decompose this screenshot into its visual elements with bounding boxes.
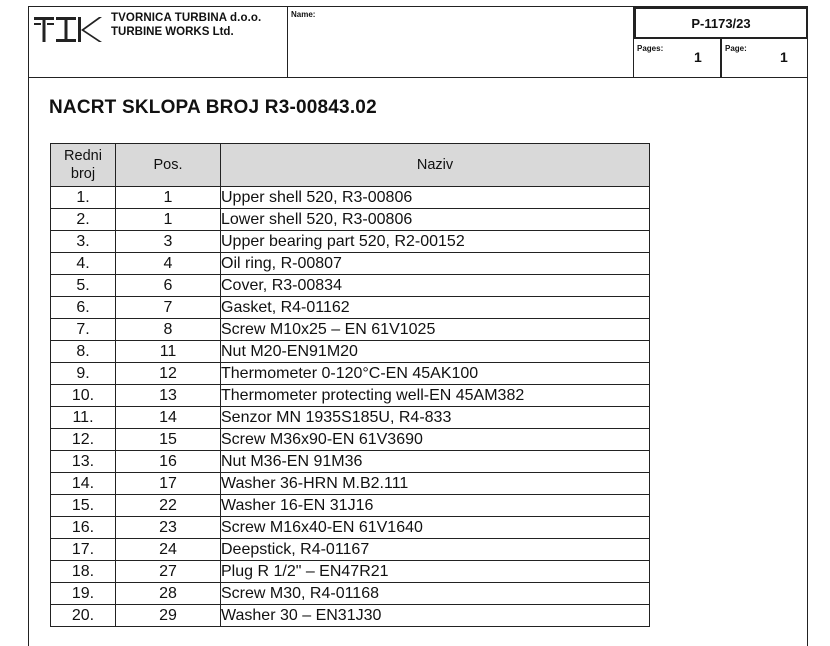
cell-redni: 2.: [51, 209, 116, 231]
pages-label: Pages:: [637, 44, 664, 53]
cell-pos: 1: [116, 187, 221, 209]
name-cell: [287, 7, 634, 77]
table-row: [51, 341, 650, 363]
company-cell: [29, 7, 287, 77]
table-row: [51, 253, 650, 275]
cell-naziv: Upper shell 520, R3-00806: [221, 187, 650, 209]
cell-naziv: Nut M20-EN91M20: [221, 341, 650, 363]
table-row: [51, 495, 650, 517]
cell-naziv: Lower shell 520, R3-00806: [221, 209, 650, 231]
cell-naziv: Senzor MN 1935S185U, R4-833: [221, 407, 650, 429]
table-row: [51, 517, 650, 539]
document-header: [29, 7, 807, 78]
page-divider: [720, 39, 722, 77]
cell-redni: 17.: [51, 539, 116, 561]
cell-redni: 12.: [51, 429, 116, 451]
table-row: [51, 231, 650, 253]
name-label: Name:: [291, 10, 316, 19]
cell-naziv: Thermometer 0-120°C-EN 45AK100: [221, 363, 650, 385]
doc-number: P-1173/23: [691, 16, 751, 31]
cell-naziv: Screw M36x90-EN 61V3690: [221, 429, 650, 451]
cell-redni: 4.: [51, 253, 116, 275]
doc-number-box: [634, 7, 808, 39]
cell-redni: 20.: [51, 605, 116, 627]
cell-redni: 8.: [51, 341, 116, 363]
cell-pos: 17: [116, 473, 221, 495]
cell-redni: 18.: [51, 561, 116, 583]
cell-redni: 14.: [51, 473, 116, 495]
cell-redni: 6.: [51, 297, 116, 319]
table-row: [51, 319, 650, 341]
cell-naziv: Washer 30 – EN31J30: [221, 605, 650, 627]
cell-pos: 23: [116, 517, 221, 539]
cell-pos: 14: [116, 407, 221, 429]
cell-pos: 22: [116, 495, 221, 517]
cell-pos: 16: [116, 451, 221, 473]
cell-redni: 5.: [51, 275, 116, 297]
table-header-row: [51, 144, 650, 187]
cell-redni: 19.: [51, 583, 116, 605]
cell-naziv: Upper bearing part 520, R2-00152: [221, 231, 650, 253]
table-row: [51, 451, 650, 473]
cell-redni: 16.: [51, 517, 116, 539]
table-row: [51, 407, 650, 429]
cell-redni: 9.: [51, 363, 116, 385]
cell-redni: 3.: [51, 231, 116, 253]
table-row: [51, 297, 650, 319]
table-row: [51, 363, 650, 385]
cell-redni: 10.: [51, 385, 116, 407]
company-name-hr: TVORNICA TURBINA d.o.o.: [111, 12, 262, 24]
cell-redni: 15.: [51, 495, 116, 517]
cell-naziv: Washer 16-EN 31J16: [221, 495, 650, 517]
table-row: [51, 209, 650, 231]
table-row: [51, 385, 650, 407]
cell-naziv: Oil ring, R-00807: [221, 253, 650, 275]
column-header-redni-line2: broj: [70, 166, 96, 182]
cell-naziv: Screw M30, R4-01168: [221, 583, 650, 605]
cell-redni: 7.: [51, 319, 116, 341]
cell-redni: 13.: [51, 451, 116, 473]
cell-redni: 1.: [51, 187, 116, 209]
cell-naziv: Nut M36-EN 91M36: [221, 451, 650, 473]
table-row: [51, 583, 650, 605]
table-row: [51, 187, 650, 209]
cell-naziv: Thermometer protecting well-EN 45AM382: [221, 385, 650, 407]
cell-redni: 11.: [51, 407, 116, 429]
page-label: Page:: [725, 44, 747, 53]
cell-pos: 1: [116, 209, 221, 231]
cell-pos: 12: [116, 363, 221, 385]
table-row: [51, 561, 650, 583]
column-header-redni: [51, 144, 116, 187]
company-logo-icon: [33, 14, 103, 44]
page-value: 1: [780, 49, 788, 65]
cell-pos: 7: [116, 297, 221, 319]
cell-pos: 15: [116, 429, 221, 451]
cell-pos: 29: [116, 605, 221, 627]
cell-naziv: Deepstick, R4-01167: [221, 539, 650, 561]
doc-info-cell: [633, 7, 808, 77]
table-row: [51, 275, 650, 297]
cell-naziv: Cover, R3-00834: [221, 275, 650, 297]
column-header-naziv: Naziv: [221, 144, 650, 187]
cell-pos: 28: [116, 583, 221, 605]
table-row: [51, 429, 650, 451]
cell-naziv: Screw M10x25 – EN 61V1025: [221, 319, 650, 341]
cell-naziv: Screw M16x40-EN 61V1640: [221, 517, 650, 539]
table-row: [51, 539, 650, 561]
page-title: NACRT SKLOPA BROJ R3-00843.02: [49, 97, 377, 118]
cell-pos: 8: [116, 319, 221, 341]
cell-pos: 13: [116, 385, 221, 407]
cell-naziv: Washer 36-HRN M.B2.111: [221, 473, 650, 495]
table-row: [51, 473, 650, 495]
cell-naziv: Gasket, R4-01162: [221, 297, 650, 319]
pages-value: 1: [694, 49, 702, 65]
document-sheet: [28, 6, 808, 646]
parts-table: [50, 143, 650, 627]
cell-pos: 4: [116, 253, 221, 275]
company-name-en: TURBINE WORKS Ltd.: [111, 26, 234, 38]
cell-pos: 6: [116, 275, 221, 297]
cell-pos: 3: [116, 231, 221, 253]
table-row: [51, 605, 650, 627]
cell-pos: 27: [116, 561, 221, 583]
cell-pos: 11: [116, 341, 221, 363]
column-header-redni-line1: Redni: [64, 148, 102, 164]
column-header-pos: Pos.: [116, 144, 221, 187]
cell-naziv: Plug R 1/2" – EN47R21: [221, 561, 650, 583]
cell-pos: 24: [116, 539, 221, 561]
